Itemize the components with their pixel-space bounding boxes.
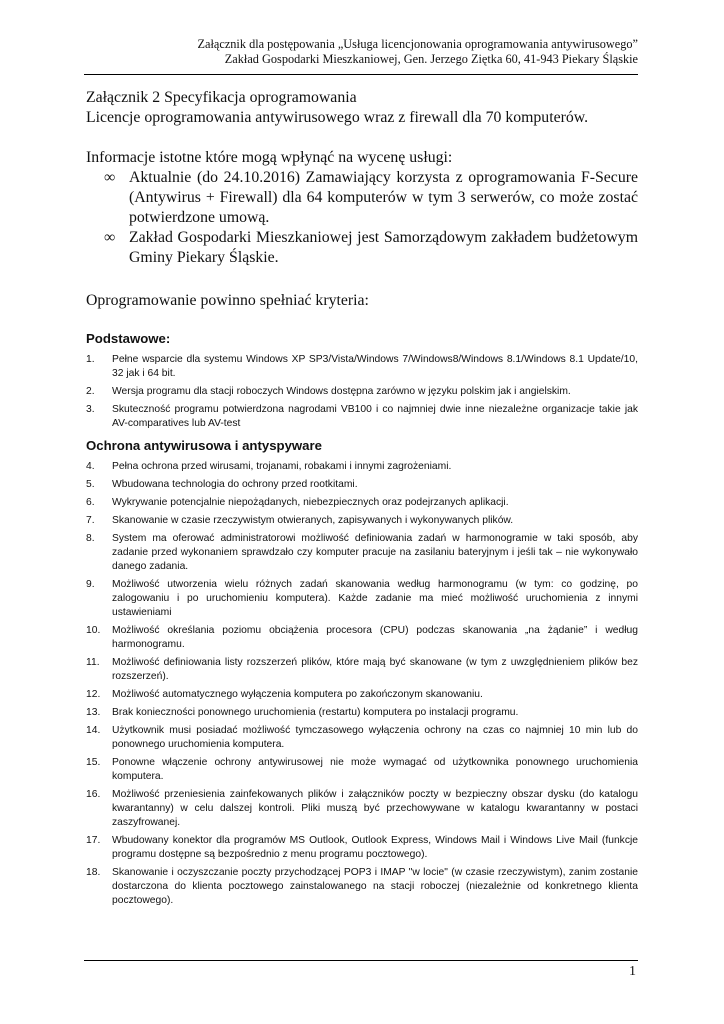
header-line-2: Zakład Gospodarki Mieszkaniowej, Gen. Jerzego Ziętka 60, 41-943 Piekary Śląskie [224,52,638,66]
document-subtitle: Licencje oprogramowania antywirusowego wraz z firewall dla 70 komputerów. [86,109,589,126]
antivirus-criteria-list [86,460,638,912]
info-bullet-text: Aktualnie (do 24.10.2016) Zamawiający korzysta z oprogramowania F-Secure (Antywirus + Firewall) dla 64 komputerów w tym 3 serwerów, co może zostać potwierdzone umową. [129,169,638,226]
item-number: 5. [86,479,95,490]
list-item [86,724,638,752]
item-text: Wbudowany konektor dla programów MS Outlook, Outlook Express, Windows Mail i Windows Live Mail (funkcje programu dostępne są bezpośrednio z menu programu pocztowego). [112,835,638,860]
page-number: 1 [629,964,636,979]
list-item [86,478,638,492]
info-bullet [104,168,638,228]
infinity-bullet-icon: ∞ [104,169,116,186]
list-item [86,514,638,528]
item-number: 8. [86,533,95,544]
item-text: Ponowne włączenie ochrony antywirusowej nie może wymagać od użytkownika ponownego uruchomienia komputera. [112,757,638,782]
item-number: 18. [86,867,101,878]
item-number: 13. [86,707,101,718]
basic-criteria-list [86,353,638,435]
item-number: 3. [86,404,95,415]
list-item [86,788,638,830]
item-text: Pełne wsparcie dla systemu Windows XP SP3/Vista/Windows 7/Windows8/Windows 8.1/Windows 8.1 Update/10, 32 jak i 64 bit. [112,354,638,379]
list-item [86,532,638,574]
item-number: 6. [86,497,95,508]
item-text: Wykrywanie potencjalnie niepożądanych, niebezpiecznych oraz podejrzanych aplikacji. [112,497,509,508]
list-item [86,706,638,720]
header-divider [84,74,638,75]
item-number: 9. [86,579,95,590]
item-text: Możliwość utworzenia wielu różnych zadań skanowania według harmonogramu (w tym: co godzinę, po zalogowaniu i po uruchomieniu komputera). Każde zadanie ma mieć możliwość uruchomienia z innymi ustawieniami [112,579,638,618]
list-item [86,756,638,784]
item-text: Wersja programu dla stacji roboczych Windows dostępna zarówno w języku polskim jak i angielskim. [112,386,571,397]
item-number: 10. [86,625,101,636]
item-text: System ma oferować administratorowi możliwość definiowania zadań w harmonogramie w taki sposób, aby zadanie przed wykonaniem sprawdzało czy komputer pracuje na zasilaniu bateryjnym i jeśli tak – nie wykonywało danego zadania. [112,533,638,572]
list-item [86,353,638,381]
info-bullet-text: Zakład Gospodarki Mieszkaniowej jest Samorządowym zakładem budżetowym Gminy Piekary Śląskie. [129,229,638,266]
item-text: Skanowanie w czasie rzeczywistym otwieranych, zapisywanych i wykonywanych plików. [112,515,514,526]
info-heading: Informacje istotne które mogą wpłynąć na wycenę usługi: [86,149,453,166]
item-number: 11. [86,657,100,668]
criteria-intro: Oprogramowanie powinno spełniać kryteria: [86,292,369,309]
item-text: Możliwość definiowania listy rozszerzeń plików, które mają być skanowane (w tym z uwzględnieniem plików bez rozszerzeń). [112,657,638,682]
page-header [198,37,638,67]
item-number: 7. [86,515,95,526]
list-item [86,403,638,431]
list-item [86,496,638,510]
item-number: 12. [86,689,101,700]
list-item [86,656,638,684]
list-item [86,578,638,620]
list-item [86,688,638,702]
item-text: Wbudowana technologia do ochrony przed rootkitami. [112,479,358,490]
item-number: 16. [86,789,101,800]
list-item [86,460,638,474]
list-item [86,866,638,908]
footer-divider [84,960,638,961]
header-line-1: Załącznik dla postępowania „Usługa licencjonowania oprogramowania antywirusowego” [197,37,638,51]
list-item [86,624,638,652]
info-bullet [104,228,638,268]
item-text: Brak konieczności ponownego uruchomienia (restartu) komputera po instalacji programu. [112,707,519,718]
item-number: 1. [86,354,95,365]
item-text: Użytkownik musi posiadać możliwość tymczasowego wyłączenia ochrony na czas co najmniej 10 min lub do ponownego uruchomienia komputera. [112,725,638,750]
item-text: Możliwość określania poziomu obciążenia procesora (CPU) podczas skanowania „na żądanie” i według harmonogramu. [112,625,638,650]
item-number: 2. [86,386,95,397]
section-heading-basic: Podstawowe: [86,331,171,346]
info-bullet-list [104,168,638,268]
list-item [86,834,638,862]
item-number: 4. [86,461,95,472]
item-text: Skanowanie i oczyszczanie poczty przychodzącej POP3 i IMAP "w locie" (w czasie rzeczywistym), zanim zostanie dostarczona do klienta pocztowego zainstalowanego na stacji roboczej (niezależnie od konkretnego klienta pocztowego). [112,867,638,906]
section-heading-antivirus: Ochrona antywirusowa i antyspyware [86,438,322,453]
item-text: Możliwość przeniesienia zainfekowanych plików i załączników poczty w bezpieczny obszar dysku (do katalogu kwarantanny) w celu dalszej kontroli. Pliki muszą być przechowywane w katalogu kwarantanny w postaci zaszyfrowanej. [112,789,638,828]
item-number: 15. [86,757,101,768]
infinity-bullet-icon: ∞ [104,229,116,246]
document-title: Załącznik 2 Specyfikacja oprogramowania [86,89,357,106]
item-text: Pełna ochrona przed wirusami, trojanami, robakami i innymi zagrożeniami. [112,461,452,472]
item-text: Możliwość automatycznego wyłączenia komputera po zakończonym skanowaniu. [112,689,483,700]
item-number: 14. [86,725,101,736]
item-number: 17. [86,835,101,846]
list-item [86,385,638,399]
item-text: Skuteczność programu potwierdzona nagrodami VB100 i co najmniej dwie inne niezależne organizacje takie jak AV-comparatives lub AV-test [112,404,638,429]
